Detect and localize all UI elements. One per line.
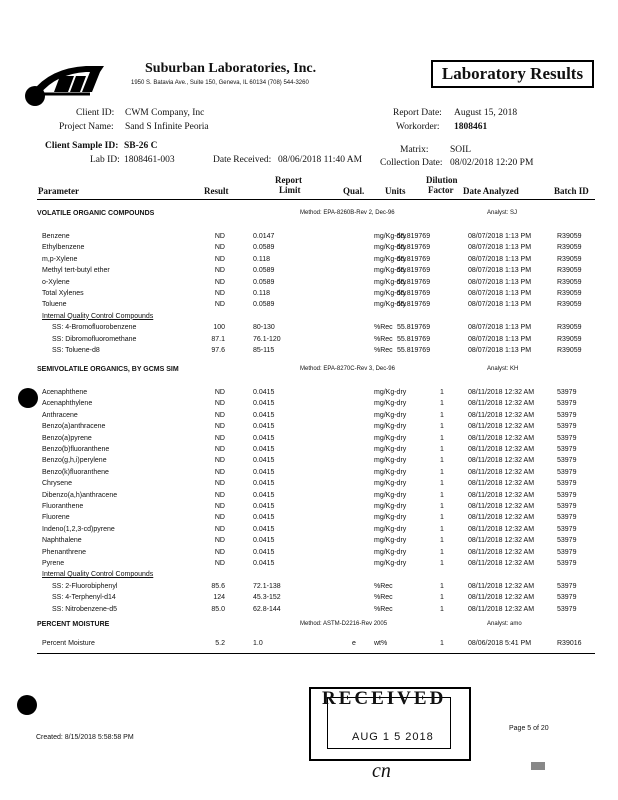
cell-b: 53979 bbox=[557, 446, 577, 453]
cell-u: %Rec bbox=[374, 582, 393, 590]
cell-b: 53979 bbox=[557, 560, 577, 567]
section-method: Method: EPA-8260B-Rev 2, Dec-96 bbox=[300, 210, 395, 216]
scan-mark-icon bbox=[531, 762, 545, 770]
cell-p: Benzo(a)pyrene bbox=[42, 434, 92, 442]
cell-d: 55.819769 bbox=[397, 335, 431, 343]
created-timestamp: Created: 8/15/2018 5:58:58 PM bbox=[36, 734, 134, 741]
cell-b: 53979 bbox=[557, 480, 577, 488]
cell-q: e bbox=[352, 640, 356, 647]
table-row bbox=[0, 480, 618, 491]
cell-a: 08/11/2018 12:32 AM bbox=[468, 537, 535, 545]
cell-a: 08/07/2018 1:13 PM bbox=[468, 347, 532, 354]
cell-a: 08/07/2018 1:13 PM bbox=[468, 267, 532, 275]
cell-l: 0.0415 bbox=[253, 514, 275, 522]
cell-a: 08/11/2018 12:32 AM bbox=[468, 582, 535, 590]
cell-a: 08/11/2018 12:32 AM bbox=[468, 411, 535, 419]
cell-a: 08/07/2018 1:13 PM bbox=[468, 290, 532, 297]
cell-p: SS: Dibromofluoromethane bbox=[52, 335, 137, 343]
cell-p: Pyrene bbox=[42, 560, 65, 567]
table-row bbox=[0, 492, 618, 503]
table-row bbox=[0, 583, 618, 594]
cell-r: ND bbox=[214, 514, 225, 522]
cell-u: mg/Kg-dry bbox=[374, 480, 407, 488]
cell-d: 1 bbox=[440, 400, 444, 408]
cell-d: 1 bbox=[440, 605, 444, 613]
cell-l: 0.0589 bbox=[253, 301, 275, 309]
cell-p: Percent Moisture bbox=[42, 640, 95, 647]
col-batch-id: Batch ID bbox=[554, 186, 589, 196]
cell-d: 1 bbox=[440, 491, 444, 499]
cell-u: mg/Kg-dry bbox=[374, 233, 407, 240]
table-row bbox=[0, 347, 618, 358]
cell-a: 08/07/2018 1:13 PM bbox=[468, 324, 532, 332]
cell-a: 08/11/2018 12:32 AM bbox=[468, 514, 535, 522]
section-analyst: Analyst: KH bbox=[487, 366, 519, 372]
cell-l: 0.0415 bbox=[253, 389, 275, 396]
cell-a: 08/11/2018 12:32 AM bbox=[468, 446, 535, 453]
cell-l: 0.0415 bbox=[253, 525, 275, 533]
section-method: Method: ASTM-D2216-Rev 2005 bbox=[300, 621, 388, 627]
cell-r: ND bbox=[214, 480, 225, 488]
company-address: 1950 S. Batavia Ave., Suite 150, Geneva, IL 60134 (708) 544-3260 bbox=[131, 80, 309, 86]
table-row bbox=[0, 549, 618, 560]
table-row bbox=[0, 469, 618, 480]
cell-b: 53979 bbox=[557, 537, 577, 545]
table-row bbox=[0, 336, 618, 347]
table-row bbox=[0, 389, 618, 400]
cell-u: mg/Kg-dry bbox=[374, 468, 407, 476]
cell-p: Toluene bbox=[42, 301, 67, 309]
cell-p: SS: 2-Fluorobiphenyl bbox=[52, 582, 118, 590]
punch-hole-bottom bbox=[17, 695, 37, 715]
cell-u: mg/Kg-dry bbox=[374, 434, 407, 442]
cell-d: 1 bbox=[440, 560, 444, 567]
cell-b: 53979 bbox=[557, 605, 577, 613]
cell-a: 08/11/2018 12:32 AM bbox=[468, 457, 535, 465]
cell-b: 53979 bbox=[557, 594, 577, 602]
table-row bbox=[0, 526, 618, 537]
cell-p: Benzo(a)anthracene bbox=[42, 423, 106, 431]
cell-a: 08/11/2018 12:32 AM bbox=[468, 491, 535, 499]
lab-id-label: Lab ID: bbox=[90, 155, 120, 165]
table-row bbox=[0, 233, 618, 244]
cell-r: ND bbox=[214, 400, 225, 408]
table-row bbox=[0, 457, 618, 468]
cell-a: 08/11/2018 12:32 AM bbox=[468, 434, 535, 442]
cell-l: 76.1-120 bbox=[253, 335, 281, 343]
header-rule bbox=[37, 199, 595, 200]
cell-r: ND bbox=[214, 503, 225, 510]
col-report-limit-bottom: Limit bbox=[279, 185, 301, 195]
cell-d: 1 bbox=[440, 446, 444, 453]
table-row bbox=[0, 290, 618, 301]
cell-l: 0.0415 bbox=[253, 411, 275, 419]
matrix-label: Matrix: bbox=[400, 145, 429, 155]
matrix: SOIL bbox=[450, 145, 472, 155]
date-received-label: Date Received: bbox=[213, 155, 272, 165]
cell-l: 0.0415 bbox=[253, 468, 275, 476]
col-date-analyzed: Date Analyzed bbox=[463, 186, 519, 196]
cell-r: 85.0 bbox=[211, 605, 225, 613]
sample-id: SB-26 C bbox=[124, 141, 158, 151]
cell-a: 08/11/2018 12:32 AM bbox=[468, 423, 535, 431]
table-row bbox=[0, 244, 618, 255]
cell-r: ND bbox=[214, 457, 225, 465]
cell-d: 1 bbox=[440, 434, 444, 442]
cell-d: 1 bbox=[440, 423, 444, 431]
cell-d: 1 bbox=[440, 514, 444, 522]
cell-p: Acenaphthene bbox=[42, 389, 88, 396]
date-received: 08/06/2018 11:40 AM bbox=[278, 155, 363, 165]
cell-p: Acenaphthylene bbox=[42, 400, 93, 408]
cell-d: 55.819769 bbox=[397, 244, 431, 252]
cell-d: 1 bbox=[440, 582, 444, 590]
cell-p: Benzo(b)fluoranthene bbox=[42, 446, 110, 453]
cell-a: 08/11/2018 12:32 AM bbox=[468, 400, 535, 408]
cell-u: mg/Kg-dry bbox=[374, 267, 407, 275]
cell-p: Ethylbenzene bbox=[42, 244, 85, 252]
cell-b: 53979 bbox=[557, 548, 577, 556]
cell-p: Anthracene bbox=[42, 411, 78, 419]
cell-b: 53979 bbox=[557, 434, 577, 442]
report-date-label: Report Date: bbox=[393, 108, 442, 118]
cell-u: mg/Kg-dry bbox=[374, 560, 407, 567]
received-stamp-word: RECEIVED bbox=[322, 688, 447, 709]
cell-u: mg/Kg-dry bbox=[374, 400, 407, 408]
cell-l: 0.0415 bbox=[253, 423, 275, 431]
col-dilution-top: Dilution bbox=[426, 175, 458, 185]
cell-u: mg/Kg-dry bbox=[374, 301, 407, 309]
cell-b: 53979 bbox=[557, 514, 577, 522]
table-row bbox=[0, 446, 618, 457]
cell-p: Total Xylenes bbox=[42, 290, 84, 297]
table-row bbox=[0, 301, 618, 312]
qc-title: Internal Quality Control Compounds bbox=[42, 312, 154, 320]
cell-r: 87.1 bbox=[211, 335, 225, 343]
cell-b: R39059 bbox=[557, 335, 582, 343]
cell-r: ND bbox=[214, 255, 225, 263]
received-stamp-date: AUG 1 5 2018 bbox=[352, 731, 434, 743]
cell-p: SS: 4-Bromofluorobenzene bbox=[52, 324, 137, 332]
cell-u: mg/Kg-dry bbox=[374, 411, 407, 419]
table-row bbox=[0, 412, 618, 423]
cell-l: 0.0415 bbox=[253, 537, 275, 545]
cell-u: %Rec bbox=[374, 347, 393, 354]
cell-a: 08/11/2018 12:32 AM bbox=[468, 548, 535, 556]
company-name: Suburban Laboratories, Inc. bbox=[145, 61, 317, 76]
cell-r: ND bbox=[214, 244, 225, 252]
cell-r: ND bbox=[214, 290, 225, 297]
cell-d: 1 bbox=[440, 537, 444, 545]
cell-r: ND bbox=[214, 468, 225, 476]
table-row bbox=[0, 279, 618, 290]
cell-l: 0.0415 bbox=[253, 491, 275, 499]
report-date: August 15, 2018 bbox=[454, 108, 518, 118]
cell-u: mg/Kg-dry bbox=[374, 503, 407, 510]
cell-r: 100 bbox=[213, 324, 225, 332]
cell-l: 0.0415 bbox=[253, 548, 275, 556]
cell-r: ND bbox=[214, 560, 225, 567]
cell-b: R39059 bbox=[557, 324, 582, 332]
cell-u: mg/Kg-dry bbox=[374, 278, 407, 286]
cell-r: 124 bbox=[213, 594, 225, 602]
cell-d: 55.819769 bbox=[397, 278, 431, 286]
cell-l: 0.0415 bbox=[253, 457, 275, 465]
cell-b: 53979 bbox=[557, 389, 577, 396]
cell-r: ND bbox=[214, 411, 225, 419]
client-id-label: Client ID: bbox=[76, 108, 115, 118]
cell-p: Dibenzo(a,h)anthracene bbox=[42, 491, 118, 499]
cell-l: 0.0589 bbox=[253, 267, 275, 275]
cell-d: 1 bbox=[440, 594, 444, 602]
cell-d: 55.819769 bbox=[397, 347, 431, 354]
col-units: Units bbox=[385, 186, 406, 196]
lab-id: 1808461-003 bbox=[124, 155, 175, 165]
cell-b: R39059 bbox=[557, 233, 582, 240]
col-result: Result bbox=[204, 186, 229, 196]
cell-l: 85-115 bbox=[253, 347, 275, 354]
cell-u: %Rec bbox=[374, 605, 393, 613]
section-title: VOLATILE ORGANIC COMPOUNDS bbox=[37, 210, 155, 217]
cell-r: ND bbox=[214, 423, 225, 431]
section-analyst: Analyst: amo bbox=[487, 621, 522, 627]
cell-d: 1 bbox=[440, 389, 444, 396]
company-logo bbox=[30, 62, 106, 100]
cell-l: 0.0415 bbox=[253, 480, 275, 488]
cell-p: SS: Nitrobenzene-d5 bbox=[52, 605, 117, 613]
cell-d: 1 bbox=[440, 468, 444, 476]
cell-d: 1 bbox=[440, 411, 444, 419]
cell-r: ND bbox=[214, 434, 225, 442]
received-initials: cn bbox=[372, 760, 391, 782]
cell-r: ND bbox=[214, 278, 225, 286]
project-label: Project Name: bbox=[59, 122, 114, 132]
cell-u: mg/Kg-dry bbox=[374, 537, 407, 545]
sample-id-label: Client Sample ID: bbox=[45, 141, 119, 151]
cell-u: wt% bbox=[374, 640, 388, 647]
cell-a: 08/11/2018 12:32 AM bbox=[468, 480, 535, 488]
cell-l: 0.0415 bbox=[253, 400, 275, 408]
cell-u: mg/Kg-dry bbox=[374, 446, 407, 453]
cell-b: 53979 bbox=[557, 468, 577, 476]
cell-d: 1 bbox=[440, 480, 444, 488]
cell-p: m,p-Xylene bbox=[42, 255, 78, 263]
cell-a: 08/11/2018 12:32 AM bbox=[468, 594, 535, 602]
cell-p: Methyl tert-butyl ether bbox=[42, 267, 110, 275]
cell-r: ND bbox=[214, 491, 225, 499]
cell-a: 08/07/2018 1:13 PM bbox=[468, 335, 532, 343]
workorder: 1808461 bbox=[454, 122, 488, 132]
cell-l: 0.0589 bbox=[253, 244, 275, 252]
section-analyst: Analyst: SJ bbox=[487, 210, 518, 216]
table-row bbox=[0, 640, 618, 651]
cell-r: ND bbox=[214, 525, 225, 533]
cell-u: mg/Kg-dry bbox=[374, 255, 407, 263]
cell-u: %Rec bbox=[374, 594, 393, 602]
cell-l: 0.0147 bbox=[253, 233, 275, 240]
cell-r: ND bbox=[214, 267, 225, 275]
workorder-label: Workorder: bbox=[396, 122, 440, 132]
cell-d: 55.819769 bbox=[397, 267, 431, 275]
col-dilution-bottom: Factor bbox=[428, 185, 454, 195]
cell-d: 1 bbox=[440, 548, 444, 556]
cell-r: ND bbox=[214, 537, 225, 545]
cell-b: R39059 bbox=[557, 267, 582, 275]
cell-b: R39059 bbox=[557, 278, 582, 286]
cell-b: R39059 bbox=[557, 290, 582, 297]
collection-date-label: Collection Date: bbox=[380, 158, 443, 168]
cell-a: 08/07/2018 1:13 PM bbox=[468, 301, 532, 309]
cell-p: o-Xylene bbox=[42, 278, 70, 286]
table-row bbox=[0, 400, 618, 411]
cell-l: 0.118 bbox=[253, 255, 270, 263]
cell-d: 1 bbox=[440, 525, 444, 533]
project-name: Sand S Infinite Peoria bbox=[125, 122, 209, 132]
col-report-limit-top: Report bbox=[275, 175, 302, 185]
cell-u: mg/Kg-dry bbox=[374, 244, 407, 252]
cell-u: mg/Kg-dry bbox=[374, 457, 407, 465]
client-id: CWM Company, Inc bbox=[125, 108, 205, 118]
cell-p: Indeno(1,2,3-cd)pyrene bbox=[42, 525, 115, 533]
cell-u: mg/Kg-dry bbox=[374, 548, 407, 556]
cell-u: mg/Kg-dry bbox=[374, 525, 407, 533]
cell-b: R39059 bbox=[557, 255, 582, 263]
cell-r: 5.2 bbox=[215, 640, 225, 647]
cell-a: 08/11/2018 12:32 AM bbox=[468, 468, 535, 476]
page-number: Page 5 of 20 bbox=[509, 725, 549, 732]
cell-l: 0.0589 bbox=[253, 278, 275, 286]
cell-u: mg/Kg-dry bbox=[374, 290, 407, 297]
cell-d: 1 bbox=[440, 503, 444, 510]
table-row bbox=[0, 560, 618, 571]
cell-a: 08/07/2018 1:13 PM bbox=[468, 255, 532, 263]
cell-d: 1 bbox=[440, 640, 444, 647]
cell-r: ND bbox=[214, 446, 225, 453]
cell-p: Chrysene bbox=[42, 480, 72, 488]
col-qual: Qual. bbox=[343, 186, 365, 196]
cell-d: 55.819769 bbox=[397, 290, 431, 297]
cell-u: %Rec bbox=[374, 335, 393, 343]
cell-b: R39059 bbox=[557, 244, 582, 252]
table-row bbox=[0, 514, 618, 525]
table-row bbox=[0, 594, 618, 605]
cell-b: 53979 bbox=[557, 503, 577, 510]
cell-b: 53979 bbox=[557, 400, 577, 408]
section-title: SEMIVOLATILE ORGANICS, BY GCMS SIM bbox=[37, 366, 179, 373]
cell-b: R39059 bbox=[557, 301, 582, 309]
collection-date: 08/02/2018 12:20 PM bbox=[450, 158, 534, 168]
cell-r: ND bbox=[214, 548, 225, 556]
cell-l: 0.118 bbox=[253, 290, 270, 297]
cell-r: ND bbox=[214, 301, 225, 309]
cell-d: 55.819769 bbox=[397, 233, 431, 240]
cell-l: 72.1-138 bbox=[253, 582, 281, 590]
cell-p: SS: 4-Terphenyl-d14 bbox=[52, 594, 116, 602]
cell-u: mg/Kg-dry bbox=[374, 423, 407, 431]
cell-a: 08/11/2018 12:32 AM bbox=[468, 389, 535, 396]
cell-p: Benzo(g,h,i)perylene bbox=[42, 457, 107, 465]
cell-d: 55.819769 bbox=[397, 255, 431, 263]
cell-b: 53979 bbox=[557, 457, 577, 465]
cell-d: 55.819769 bbox=[397, 301, 431, 309]
cell-a: 08/07/2018 1:13 PM bbox=[468, 233, 532, 240]
cell-p: Fluorene bbox=[42, 514, 70, 522]
cell-p: Phenanthrene bbox=[42, 548, 86, 556]
cell-u: mg/Kg-dry bbox=[374, 389, 407, 396]
table-row bbox=[0, 423, 618, 434]
cell-r: ND bbox=[214, 389, 225, 396]
cell-b: 53979 bbox=[557, 525, 577, 533]
table-row bbox=[0, 537, 618, 548]
cell-p: Naphthalene bbox=[42, 537, 82, 545]
table-row bbox=[0, 256, 618, 267]
cell-l: 62.8-144 bbox=[253, 605, 281, 613]
qc-title: Internal Quality Control Compounds bbox=[42, 571, 154, 579]
cell-l: 80-130 bbox=[253, 324, 275, 332]
cell-b: R39059 bbox=[557, 347, 582, 354]
col-parameter: Parameter bbox=[38, 186, 79, 196]
cell-p: SS: Toluene-d8 bbox=[52, 347, 100, 354]
cell-l: 1.0 bbox=[253, 640, 263, 647]
cell-b: 53979 bbox=[557, 423, 577, 431]
cell-a: 08/11/2018 12:32 AM bbox=[468, 525, 535, 533]
cell-a: 08/07/2018 1:13 PM bbox=[468, 244, 532, 252]
table-row bbox=[0, 606, 618, 617]
table-row bbox=[0, 267, 618, 278]
cell-a: 08/11/2018 12:32 AM bbox=[468, 605, 535, 613]
cell-u: %Rec bbox=[374, 324, 393, 332]
cell-p: Benzo(k)fluoranthene bbox=[42, 468, 109, 476]
table-row bbox=[0, 503, 618, 514]
cell-u: mg/Kg-dry bbox=[374, 514, 407, 522]
table-row bbox=[0, 435, 618, 446]
cell-d: 55.819769 bbox=[397, 324, 431, 332]
report-title: Laboratory Results bbox=[431, 60, 594, 88]
cell-r: 97.6 bbox=[211, 347, 225, 354]
cell-a: 08/11/2018 12:32 AM bbox=[468, 560, 535, 567]
cell-b: 53979 bbox=[557, 491, 577, 499]
cell-l: 45.3-152 bbox=[253, 594, 281, 602]
cell-l: 0.0415 bbox=[253, 503, 275, 510]
cell-l: 0.0415 bbox=[253, 446, 275, 453]
cell-a: 08/11/2018 12:32 AM bbox=[468, 503, 535, 510]
section-title: PERCENT MOISTURE bbox=[37, 621, 110, 628]
cell-p: Fluoranthene bbox=[42, 503, 84, 510]
bottom-rule bbox=[37, 653, 595, 654]
cell-p: Benzene bbox=[42, 233, 70, 240]
cell-d: 1 bbox=[440, 457, 444, 465]
section-method: Method: EPA-8270C-Rev 3, Dec-96 bbox=[300, 366, 395, 372]
cell-r: ND bbox=[214, 233, 225, 240]
cell-u: mg/Kg-dry bbox=[374, 491, 407, 499]
cell-l: 0.0415 bbox=[253, 560, 275, 567]
cell-b: R39016 bbox=[557, 640, 582, 647]
table-row bbox=[0, 324, 618, 335]
cell-b: 53979 bbox=[557, 411, 577, 419]
cell-l: 0.0415 bbox=[253, 434, 275, 442]
cell-r: 85.6 bbox=[211, 582, 225, 590]
cell-a: 08/07/2018 1:13 PM bbox=[468, 278, 532, 286]
cell-b: 53979 bbox=[557, 582, 577, 590]
cell-a: 08/06/2018 5:41 PM bbox=[468, 640, 532, 647]
